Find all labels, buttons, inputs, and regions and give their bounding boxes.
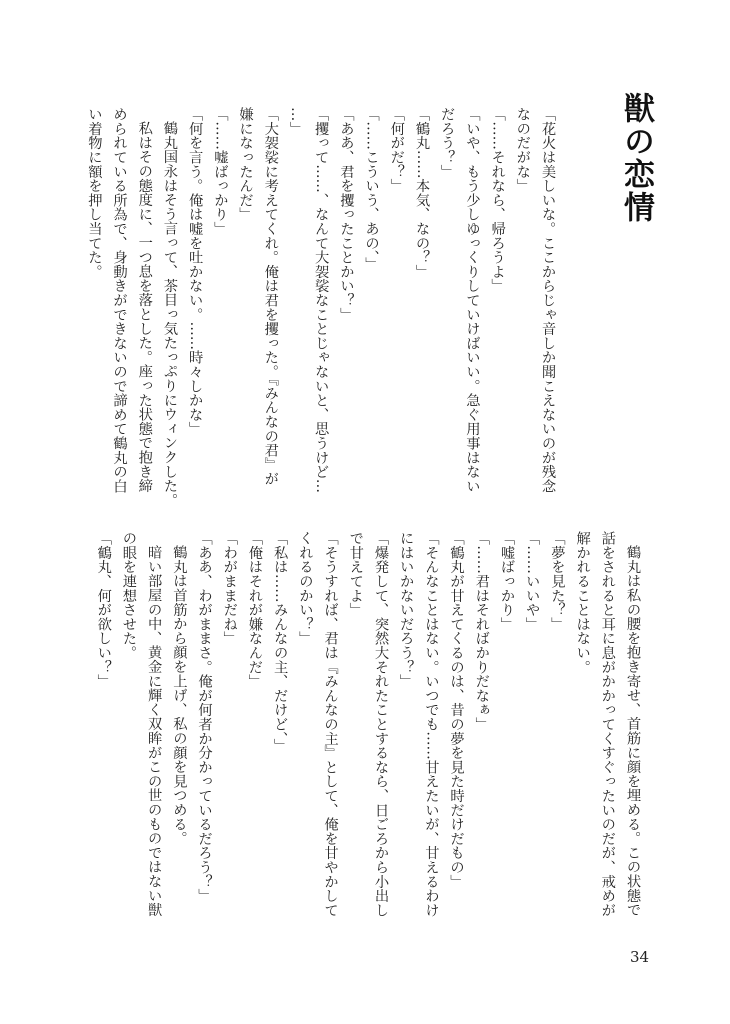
text-column: 「攫って……、なんて大袈裟なことじゃないと、思うけど… — [313, 107, 330, 494]
text-column: くれるのかい？」 — [297, 531, 314, 646]
text-column: 「……嘘ばっかり」 — [212, 107, 229, 236]
top-text-block — [81, 107, 560, 508]
text-column: 「ああ、君を攫ったことかい？」 — [338, 107, 355, 322]
text-column: にはいかないだろう？」 — [398, 531, 415, 689]
text-column: 「……こういう、あの、」 — [363, 107, 380, 272]
text-column: だろう？」 — [439, 107, 456, 179]
text-column: められている所為で、身動きができないので諦めて鶴丸の白 — [111, 107, 128, 494]
text-column: 暗い部屋の中、黄金に輝く双眸がこの世のものではない獣 — [146, 545, 163, 918]
text-column: 「夢を見た？」 — [549, 531, 566, 632]
bottom-text-block — [91, 531, 645, 931]
text-column: い着物に額を押し当てた。 — [86, 107, 103, 279]
text-column: 「そんなことはない。いつでも……甘えたいが、甘えるわけ — [423, 531, 440, 918]
text-column: 「嘘ばっかり」 — [498, 531, 515, 632]
text-column: …」 — [287, 107, 304, 136]
text-column: 嫌になったんだ」 — [237, 107, 254, 222]
text-column: 話をされると耳に息がかかってくすぐったいのだが、戒めが — [599, 531, 616, 918]
text-column: 「私は……みんなの主、だけど、」 — [272, 531, 289, 753]
text-column: 「いや、もう少しゆっくりしていけばいい。急ぐ用事はない — [464, 107, 481, 494]
text-column: 「……それなら、帰ろうよ」 — [489, 107, 506, 293]
text-column: 「鶴丸……本気、なの？」 — [413, 107, 430, 279]
text-column: 「鶴丸、何が欲しい？」 — [95, 531, 112, 689]
text-column: 鶴丸は首筋から顔を上げ、私の顔を見つめる。 — [171, 545, 188, 846]
text-column: 「何がだ？」 — [388, 107, 405, 193]
text-column: 「わがままだね」 — [221, 531, 238, 646]
text-column: で甘えてよ」 — [347, 531, 364, 617]
text-column: 解かれることはない。 — [574, 531, 591, 674]
text-column: 鶴丸国永はそう言って、茶目っ気たっぷりにウィンクした。 — [161, 121, 178, 508]
text-column: 「何を言う。俺は嘘を吐かない。……時々しかな」 — [187, 107, 204, 436]
page-number: 34 — [630, 948, 650, 966]
text-column: 「大袈裟に考えてくれ。俺は君を攫った。『みんなの君』が — [262, 107, 279, 486]
text-column: 「ああ、わがままさ。俺が何者か分かっているだろう？」 — [196, 531, 213, 903]
text-column: 「俺はそれが嫌なんだ」 — [246, 531, 263, 689]
text-column: 「そうすれば、君は『みんなの主』として、俺を甘やかして — [322, 531, 339, 918]
text-column: 「……いいや」 — [524, 531, 541, 632]
text-column: 鶴丸は私の腰を抱き寄せ、首筋に顔を埋める。この状態で — [625, 545, 641, 918]
text-column: なのだがな」 — [514, 107, 531, 193]
text-column: 私はその態度に、一つ息を落とした。座った状態で抱き締 — [136, 121, 153, 494]
text-column: 「……君はそればかりだなぁ」 — [473, 531, 490, 732]
text-column: 「爆発して、突然大それたことするなら、日ごろから小出し — [372, 531, 389, 918]
text-column: の眼を連想させた。 — [120, 531, 137, 660]
chapter-title: 獣の恋情 — [618, 92, 654, 224]
text-column: 「鶴丸が甘えてくるのは、昔の夢を見た時だけだもの」 — [448, 531, 465, 889]
text-column: 「花火は美しいな。ここからじゃ音しか聞こえないのが残念 — [540, 107, 556, 494]
